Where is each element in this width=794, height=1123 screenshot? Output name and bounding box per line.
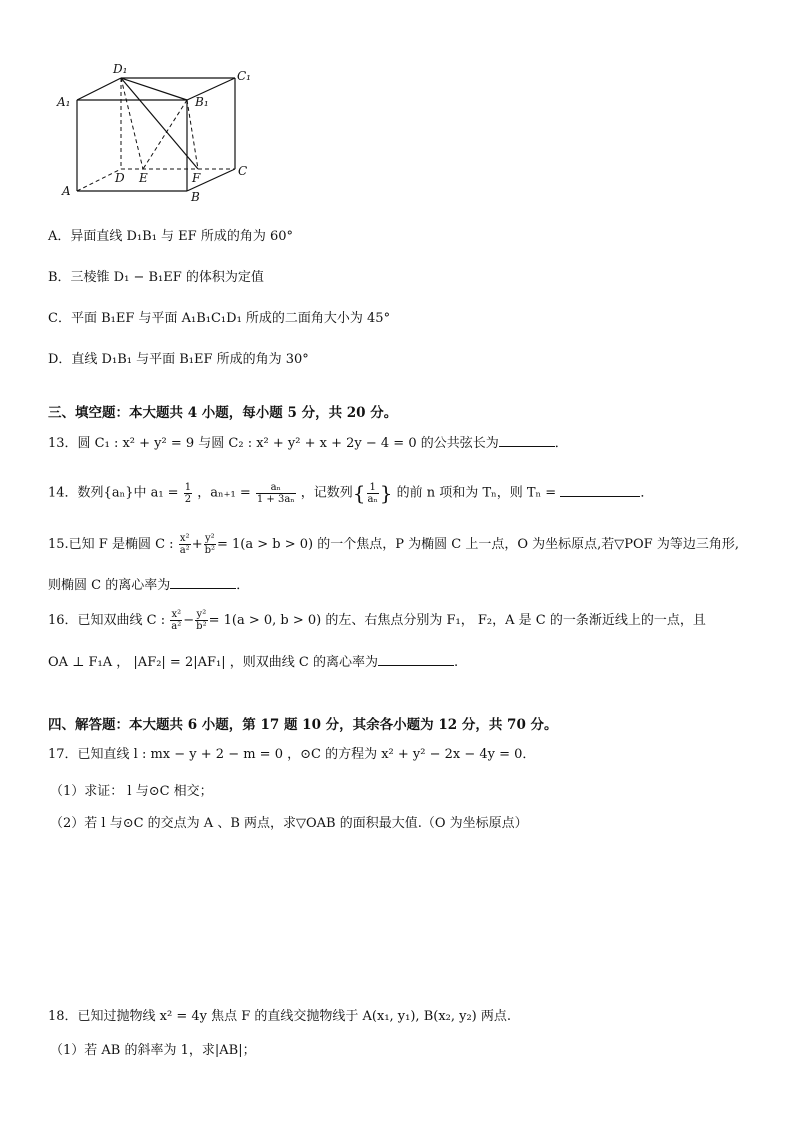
q15-line2-prefix: 则椭圆 C 的离心率为 (48, 578, 171, 593)
question-18-part1: （1）若 AB 的斜率为 1，求|AB|； (50, 1043, 256, 1058)
label-D: D (115, 171, 125, 185)
q16-y-fraction: $\frac{\text{y²}}{\text{b²}}$ (196, 609, 207, 632)
label-B: B (191, 190, 200, 203)
question-17-part2: （2）若 l 与⊙C 的交点为 A 、B 两点，求▽OAB 的面积最大值.（O 为坐标原点） (50, 816, 528, 831)
label-F: F (192, 171, 201, 185)
label-C: C (238, 164, 248, 178)
q16-line2-prefix: OA ⊥ F₁A ， |AF₂| = 2|AF₁| ，则双曲线 C 的离心率为 (48, 655, 378, 670)
q15-answer-blank[interactable] (170, 576, 236, 589)
option-b: B．三棱锥 D₁ − B₁EF 的体积为定值 (48, 270, 264, 285)
q14-suffix: 的前 n 项和为 Tₙ，则 Tₙ = (396, 485, 557, 501)
label-E: E (139, 171, 148, 185)
option-a: A．异面直线 D₁B₁ 与 EF 所成的角为 60° (48, 229, 294, 244)
q14-answer-blank[interactable] (560, 484, 640, 497)
question-18-stem: 18．已知过抛物线 x² = 4y 焦点 F 的直线交抛物线于 A(x₁, y₁), B(x₂, y₂) 两点. (48, 1009, 512, 1024)
question-13 (48, 434, 568, 453)
q15-line2-suffix: ． (236, 578, 250, 593)
q15-y-fraction: $\frac{\text{y²}}{\text{b²}}$ (204, 533, 216, 556)
edge-D1A1 (77, 78, 121, 100)
label-D1: D₁ (113, 62, 128, 76)
question-17-stem: 17．已知直线 l : mx − y + 2 − m = 0 ，⊙C 的方程为 x² + y² − 2x − 4y = 0． (48, 747, 536, 762)
q14-sequence-fraction: $\frac{1}{\text{aₙ}}$ (367, 481, 378, 505)
question-16-line2 (48, 653, 458, 672)
q14-end: ． (640, 485, 654, 501)
label-A: A (62, 184, 71, 198)
option-c: C．平面 B₁EF 与平面 A₁B₁C₁D₁ 所成的二面角大小为 45° (48, 311, 391, 326)
q13-suffix: ． (554, 436, 568, 451)
segment-B1E (143, 100, 187, 169)
q16-x-fraction: $\frac{\text{x²}}{\text{a²}}$ (171, 609, 182, 632)
q14-recurrence-fraction: $\frac{\text{aₙ}}{\text{1 + 3aₙ}}$ (256, 481, 295, 505)
question-15-line2 (48, 576, 249, 595)
label-A1: A₁ (57, 95, 71, 109)
q16-minus: − (183, 613, 195, 628)
label-C1: C₁ (237, 69, 251, 83)
q15-x-fraction: $\frac{\text{x²}}{\text{a²}}$ (179, 533, 190, 556)
q15-plus: + (191, 537, 203, 552)
q14-a1-fraction: $\frac{1}{2}$ (184, 481, 192, 505)
q13-answer-blank[interactable] (499, 434, 555, 447)
q16-line2-suffix: . (453, 655, 459, 670)
label-B1: B₁ (195, 95, 209, 109)
cube-figure (55, 58, 265, 203)
q15-prefix: 15.已知 F 是椭圆 C : (48, 537, 174, 552)
section3-heading: 三、填空题：本大题共 4 小题，每小题 5 分，共 20 分。 (48, 405, 398, 421)
q13-text: 13．圆 C₁ : x² + y² = 9 与圆 C₂ : x² + y² + x + 2y − 4 = 0 的公共弦长为 (48, 436, 499, 451)
question-15-line1 (48, 530, 739, 560)
section4-heading: 四、解答题：本大题共 6 小题，第 17 题 10 分，其余各小题为 12 分，共 70 分。 (48, 717, 558, 733)
question-14: 14．数列{aₙ}中 a₁ = $\frac{1}{2}$ ，aₙ₊₁ = $\frac{\text{aₙ}}{\text{1 + 3aₙ}}$ ，记数列{ $\frac{1}{\text{aₙ}}$ } 的前 n 项和为 Tₙ，则 Tₙ = ． (48, 481, 654, 505)
q14-mid: ，aₙ₊₁ = (197, 485, 251, 501)
q16-rest: = 1(a > 0, b > 0) 的左、右焦点分别为 F₁， F₂，A 是 C 的一条渐近线上的一点，且 (208, 613, 706, 628)
q14-mid2: ，记数列 (300, 485, 353, 501)
q16-prefix: 16．已知双曲线 C : (48, 613, 166, 628)
q16-answer-blank[interactable] (378, 653, 454, 666)
q14-prefix: 14．数列{aₙ}中 a₁ = (48, 485, 179, 501)
option-d: D．直线 D₁B₁ 与平面 B₁EF 所成的角为 30° (48, 352, 309, 367)
q15-rest: = 1(a > b > 0) 的一个焦点，P 为椭圆 C 上一点，O 为坐标原点,若▽POF 为等边三角形, (217, 537, 739, 552)
question-16-line1 (48, 606, 706, 636)
question-17-part1: （1）求证： l 与⊙C 相交； (50, 784, 213, 799)
